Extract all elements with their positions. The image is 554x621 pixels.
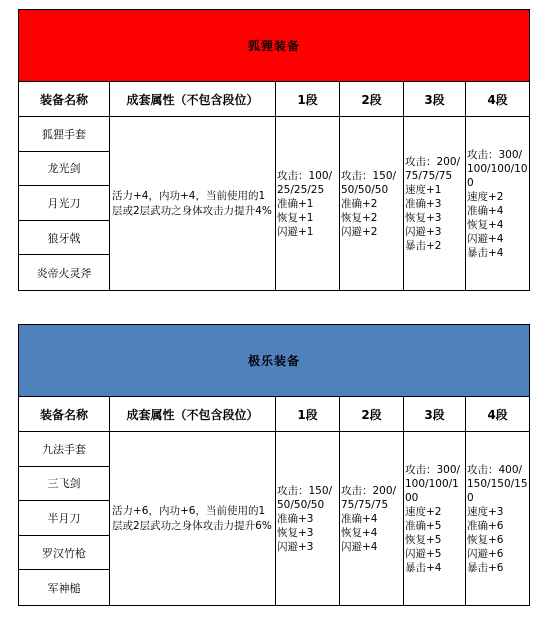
tier-stat: 攻击：200/75/75/75 (405, 155, 461, 182)
tier-stat: 恢复+4 (467, 218, 504, 231)
set-attribute-text: 活力+4，内功+4，当前使用的1层或2层武功之身体攻击力提升4% (112, 189, 272, 217)
tier-stat: 恢复+2 (341, 211, 378, 224)
set-attribute-cell (110, 117, 276, 290)
tier-stat: 暴击+4 (467, 246, 504, 259)
tier-stat: 攻击：200/75/75/75 (341, 484, 397, 511)
header-equipment-name: 装备名称 (19, 397, 110, 431)
header-equipment-name: 装备名称 (19, 82, 110, 116)
tier-stat-list (340, 484, 403, 554)
tier-stat: 恢复+4 (341, 526, 378, 539)
tier-stat: 准确+3 (405, 197, 442, 210)
equipment-name-cell: 军神槌 (47, 581, 81, 595)
tier-stat: 闪避+4 (341, 540, 378, 553)
tier-stat: 恢复+1 (277, 211, 314, 224)
table-title-bar (19, 10, 529, 82)
tier-stat: 攻击：400/150/150/150 (467, 463, 528, 504)
tier-stat-list (404, 155, 465, 253)
table-body (19, 117, 529, 290)
tier-stat: 恢复+5 (405, 533, 442, 546)
tier-stat: 攻击：100/25/25/25 (277, 169, 333, 196)
header-tier-3: 3段 (404, 82, 466, 116)
tier-stat-list (466, 463, 529, 575)
tier-stat-list (404, 463, 465, 575)
header-tier-1: 1段 (276, 82, 340, 116)
table-title: 极乐装备 (247, 354, 300, 368)
equipment-name-cell: 三飞剑 (19, 467, 109, 502)
equipment-name-column (19, 117, 110, 290)
tier-3-cell (404, 432, 466, 605)
tier-stat: 速度+1 (405, 183, 442, 196)
equipment-name-cell: 九法手套 (19, 432, 109, 467)
tier-stat: 恢复+3 (405, 211, 442, 224)
tier-stat: 准确+4 (467, 204, 504, 217)
tier-1-cell (276, 117, 340, 290)
equipment-name-cell: 月光刀 (19, 186, 109, 221)
tier-stat: 速度+2 (467, 190, 504, 203)
tier-stat: 准确+1 (277, 197, 314, 210)
equipment-name-cell: 狼牙戟 (19, 221, 109, 256)
header-tier-4: 4段 (487, 407, 508, 422)
tier-stat: 攻击：300/100/100/100 (405, 463, 461, 504)
tier-stat: 闪避+4 (467, 232, 504, 245)
tier-stat: 速度+2 (405, 505, 442, 518)
tier-stat: 速度+3 (467, 505, 504, 518)
tier-4-cell (466, 432, 529, 605)
tier-4-cell (466, 117, 529, 290)
set-attribute-cell (110, 432, 276, 605)
tier-stat: 闪避+3 (277, 540, 314, 553)
equipment-name-cell: 龙光剑 (19, 152, 109, 187)
tier-1-cell (276, 432, 340, 605)
tier-stat: 闪避+6 (467, 547, 504, 560)
tier-stat: 恢复+3 (277, 526, 314, 539)
header-tier-3: 3段 (404, 397, 466, 431)
header-tier-2: 2段 (340, 397, 404, 431)
equipment-name-cell: 半月刀 (19, 501, 109, 536)
tier-stat: 准确+6 (467, 519, 504, 532)
tier-stat: 闪避+5 (405, 547, 442, 560)
tier-3-cell (404, 117, 466, 290)
tier-stat: 闪避+2 (341, 225, 378, 238)
table-body (19, 432, 529, 605)
tier-stat: 攻击：150/50/50/50 (277, 484, 333, 511)
header-set-attribute: 成套属性（不包含段位） (110, 82, 276, 116)
tier-stat: 攻击：300/100/100/100 (467, 148, 528, 189)
tier-2-cell (340, 117, 404, 290)
equipment-name-cell: 炎帝火灵斧 (36, 266, 92, 280)
equipment-name-cell: 罗汉竹枪 (19, 536, 109, 571)
table-title-bar (19, 325, 529, 397)
tier-stat: 闪避+3 (405, 225, 442, 238)
header-tier-2: 2段 (340, 82, 404, 116)
tier-stat: 恢复+6 (467, 533, 504, 546)
tier-2-cell (340, 432, 404, 605)
tier-stat: 暴击+6 (467, 561, 504, 574)
tier-stat: 准确+3 (277, 512, 314, 525)
header-tier-1: 1段 (276, 397, 340, 431)
equipment-name-cell: 狐狸手套 (19, 117, 109, 152)
tier-stat-list (276, 484, 339, 554)
tier-stat: 准确+5 (405, 519, 442, 532)
table-title: 狐狸装备 (247, 39, 300, 53)
tier-stat-list (276, 169, 339, 239)
tier-stat: 准确+2 (341, 197, 378, 210)
tier-stat-list (340, 169, 403, 239)
tier-stat: 暴击+4 (405, 561, 442, 574)
tier-stat: 准确+4 (341, 512, 378, 525)
tier-stat: 暴击+2 (405, 239, 442, 252)
table-header-row (19, 82, 529, 117)
table-header-row (19, 397, 529, 432)
header-tier-4: 4段 (487, 92, 508, 107)
header-set-attribute: 成套属性（不包含段位） (110, 397, 276, 431)
equipment-name-column (19, 432, 110, 605)
tier-stat: 闪避+1 (277, 225, 314, 238)
tier-stat: 攻击：150/50/50/50 (341, 169, 397, 196)
set-attribute-text: 活力+6，内功+6，当前使用的1层或2层武功之身体攻击力提升6% (112, 504, 272, 532)
tier-stat-list (466, 148, 529, 260)
bliss-equipment-table (18, 324, 530, 606)
fox-equipment-table (18, 9, 530, 291)
